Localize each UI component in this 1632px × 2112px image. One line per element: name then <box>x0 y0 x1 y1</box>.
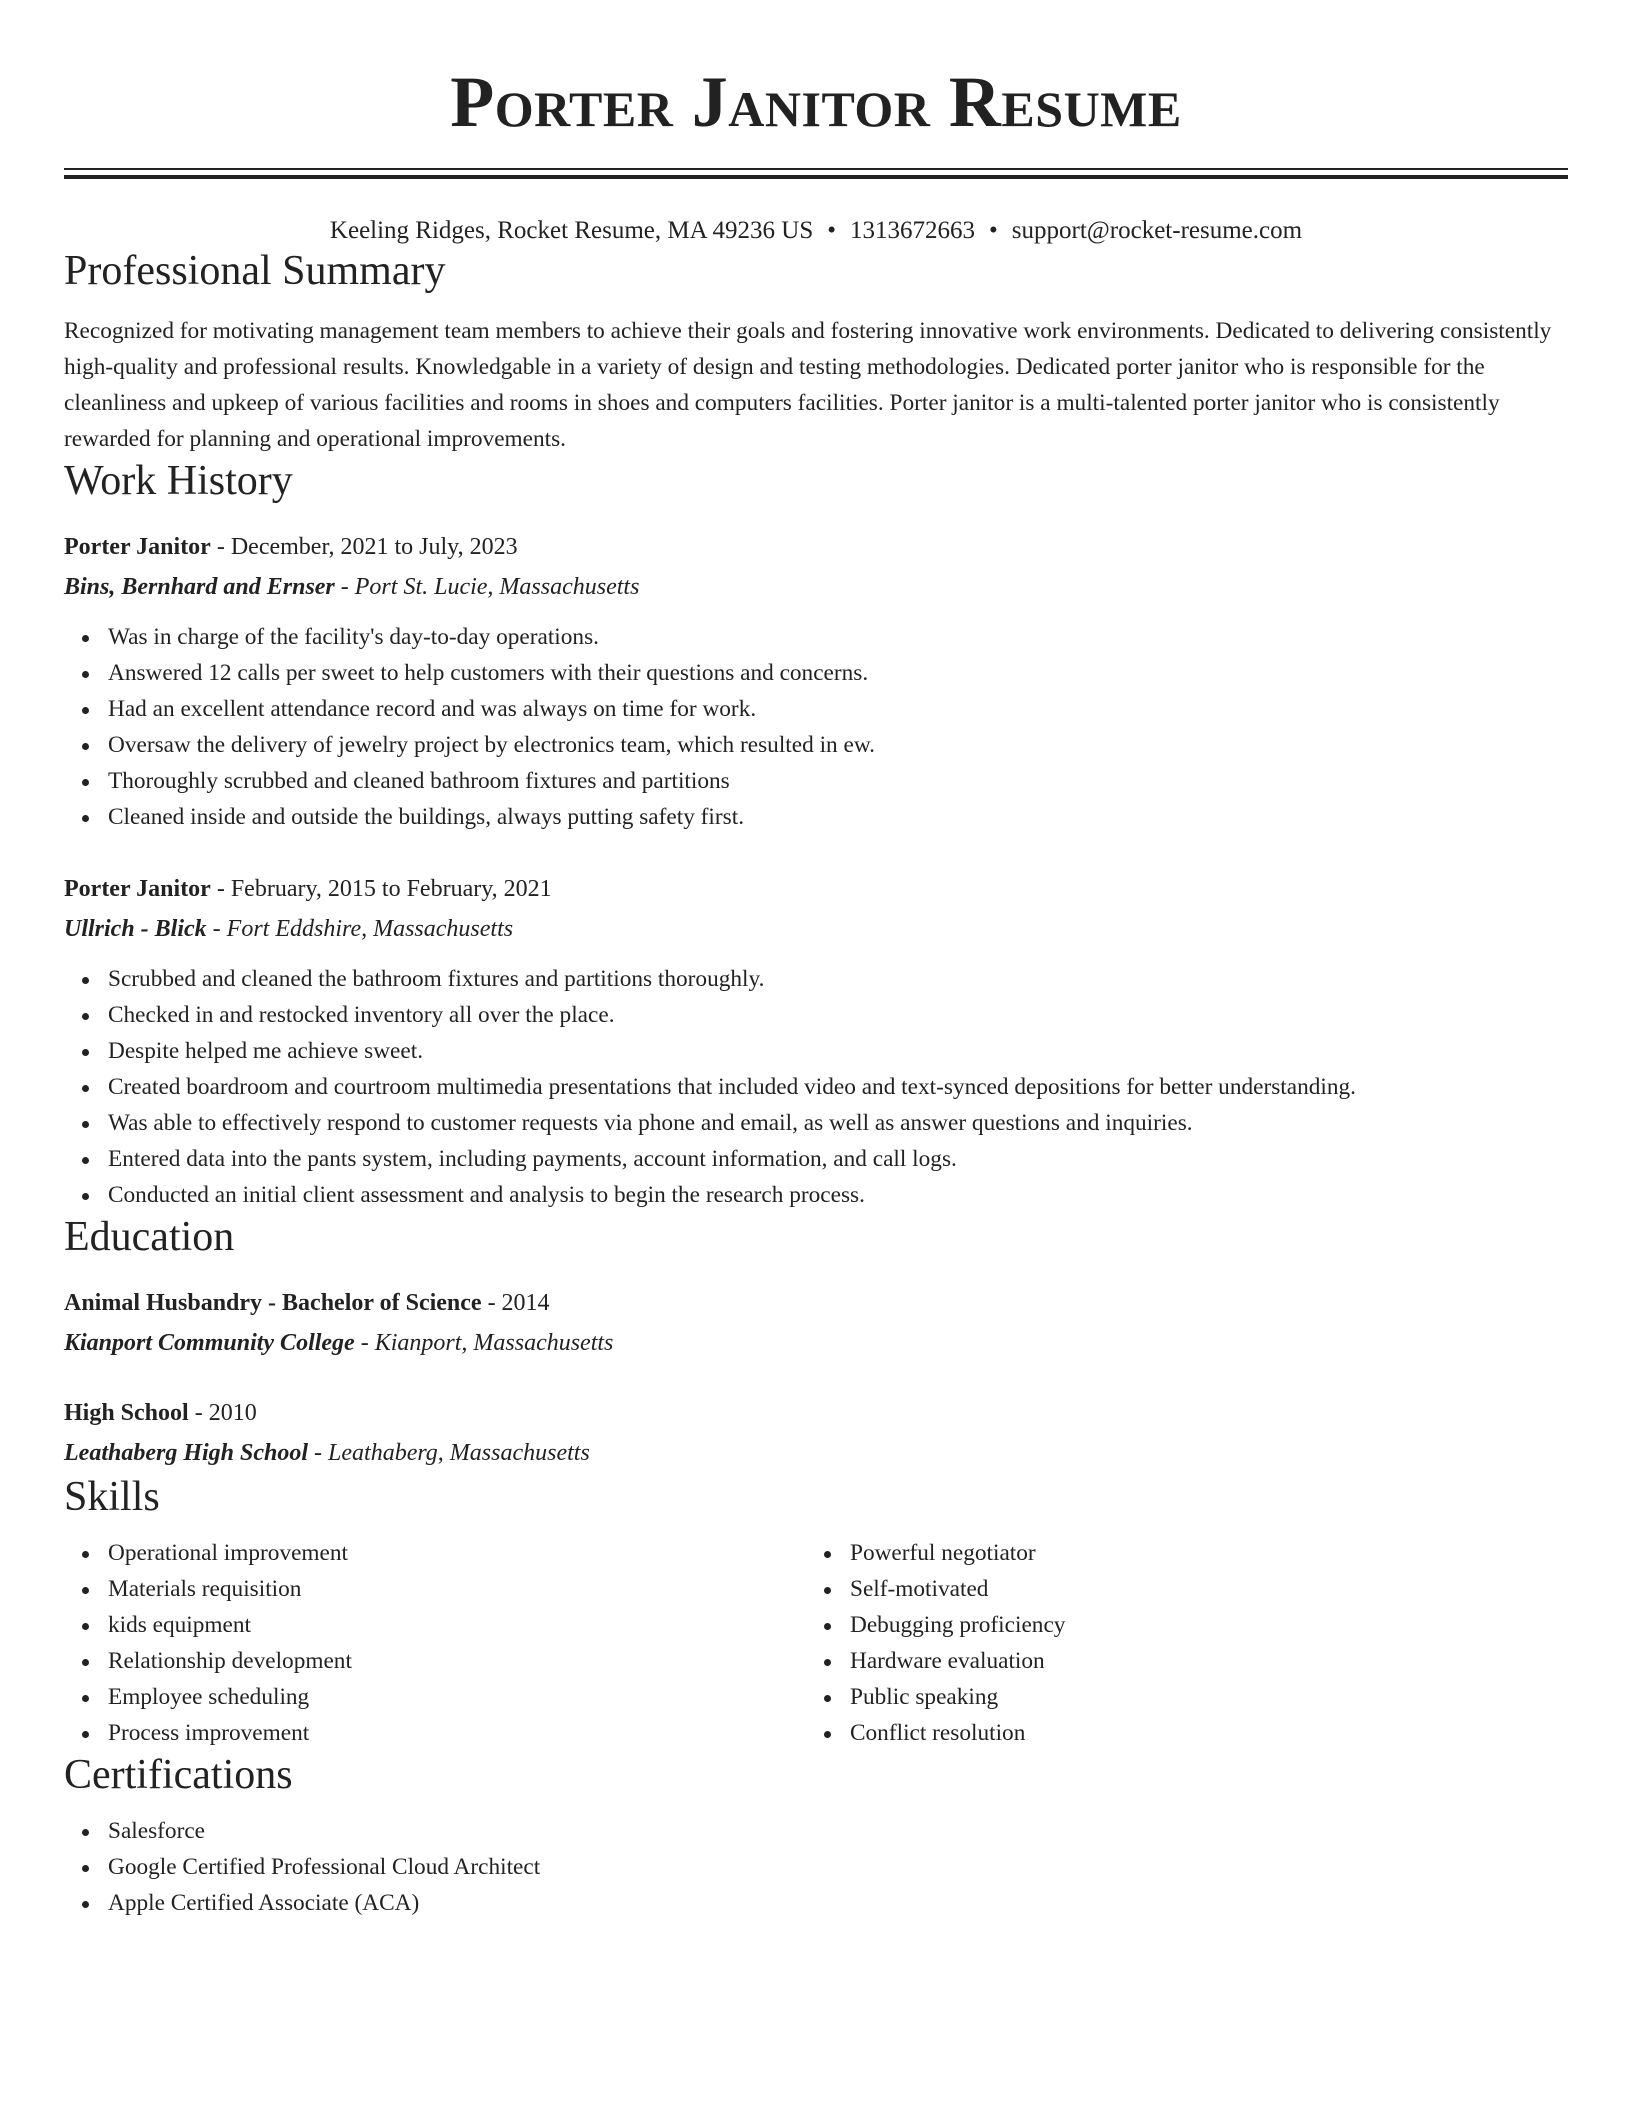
job-dates: - February, 2015 to February, 2021 <box>210 876 552 902</box>
job-company-line <box>64 909 1568 949</box>
skill-item: Materials requisition <box>108 1571 806 1607</box>
education-year: - 2010 <box>188 1400 257 1426</box>
contact-phone: 1313672663 <box>850 217 975 244</box>
section-heading-work-history: Work History <box>64 458 293 504</box>
skill-item: Relationship development <box>108 1643 806 1679</box>
education-degree: High School <box>64 1400 189 1426</box>
contact-line <box>64 215 1568 247</box>
education-location: - Leathaberg, Massachusetts <box>308 1440 590 1466</box>
skill-item: Self-motivated <box>850 1571 1548 1607</box>
education-location: - Kianport, Massachusetts <box>354 1330 614 1356</box>
skill-item: Operational improvement <box>108 1535 806 1571</box>
education-degree-line <box>64 1393 1568 1433</box>
skill-item: kids equipment <box>108 1607 806 1643</box>
section-heading-summary: Professional Summary <box>64 248 446 294</box>
section-heading-education: Education <box>64 1214 235 1260</box>
education-school: Leathaberg High School <box>64 1440 309 1466</box>
list-item: Entered data into the pants system, including payments, account information, and call logs. <box>108 1141 1568 1177</box>
job-company-line <box>64 567 1568 607</box>
education-entry <box>64 1393 1568 1473</box>
job-entry <box>64 527 1568 835</box>
skill-item: Debugging proficiency <box>850 1607 1548 1643</box>
job-location: - Port St. Lucie, Massachusetts <box>334 574 640 600</box>
certification-item: Salesforce <box>108 1813 1568 1849</box>
job-title: Porter Janitor <box>64 534 211 560</box>
job-company: Bins, Bernhard and Ernser <box>64 574 335 600</box>
list-item: Checked in and restocked inventory all over the place. <box>108 997 1568 1033</box>
list-item: Answered 12 calls per sweet to help customers with their questions and concerns. <box>108 655 1568 691</box>
education-school: Kianport Community College <box>64 1330 355 1356</box>
education-degree-line <box>64 1283 1568 1323</box>
education-year: - 2014 <box>481 1290 550 1316</box>
contact-email: support@rocket-resume.com <box>1011 217 1303 244</box>
contact-separator: • <box>827 217 836 244</box>
job-entry <box>64 869 1568 1213</box>
education-degree: Animal Husbandry - Bachelor of Science <box>64 1290 482 1316</box>
list-item: Despite helped me achieve sweet. <box>108 1033 1568 1069</box>
skills-columns <box>64 1535 1568 1751</box>
list-item: Oversaw the delivery of jewelry project by electronics team, which resulted in ew. <box>108 727 1568 763</box>
certification-item: Apple Certified Associate (ACA) <box>108 1885 1568 1921</box>
certifications-list <box>64 1813 1568 1921</box>
education-school-line <box>64 1323 1568 1363</box>
certification-item: Google Certified Professional Cloud Architect <box>108 1849 1568 1885</box>
skill-item: Public speaking <box>850 1679 1548 1715</box>
title-divider <box>64 168 1568 179</box>
list-item: Was able to effectively respond to customer requests via phone and email, as well as answer questions and inquiries. <box>108 1105 1568 1141</box>
contact-address: Keeling Ridges, Rocket Resume, MA 49236 US <box>329 217 814 244</box>
resume-title: Porter Janitor Resume <box>450 62 1182 142</box>
skills-list-right <box>806 1535 1548 1751</box>
section-heading-certifications: Certifications <box>64 1752 293 1798</box>
job-title-line <box>64 869 1568 909</box>
list-item: Had an excellent attendance record and was always on time for work. <box>108 691 1568 727</box>
list-item: Thoroughly scrubbed and cleaned bathroom fixtures and partitions <box>108 763 1568 799</box>
job-title: Porter Janitor <box>64 876 211 902</box>
job-dates: - December, 2021 to July, 2023 <box>210 534 518 560</box>
job-duties-list <box>64 619 1568 835</box>
skill-item: Process improvement <box>108 1715 806 1751</box>
resume-page <box>64 0 1568 1921</box>
education-entry <box>64 1283 1568 1363</box>
skill-item: Powerful negotiator <box>850 1535 1548 1571</box>
summary-text: Recognized for motivating management team members to achieve their goals and fostering innovative work environments. Dedicated to delivering consistently high-quality and professional results. Knowledgable in a variety of design and testing methodologies. Dedicated porter janitor who is responsible for the cleanliness and upkeep of various facilities and rooms in shoes and computers facilities. Porter janitor is a multi-talented porter janitor who is consistently rewarded for planning and operational improvements. <box>64 318 1552 452</box>
education-school-line <box>64 1433 1568 1473</box>
skill-item: Hardware evaluation <box>850 1643 1548 1679</box>
list-item: Created boardroom and courtroom multimedia presentations that included video and text-synced depositions for better understanding. <box>108 1069 1568 1105</box>
job-company: Ullrich - Blick <box>64 916 207 942</box>
section-heading-skills: Skills <box>64 1474 160 1520</box>
skill-item: Employee scheduling <box>108 1679 806 1715</box>
list-item: Was in charge of the facility's day-to-day operations. <box>108 619 1568 655</box>
job-title-line <box>64 527 1568 567</box>
list-item: Conducted an initial client assessment and analysis to begin the research process. <box>108 1177 1568 1213</box>
list-item: Cleaned inside and outside the buildings, always putting safety first. <box>108 799 1568 835</box>
job-duties-list <box>64 961 1568 1213</box>
skills-list-left <box>64 1535 806 1751</box>
job-location: - Fort Eddshire, Massachusetts <box>206 916 514 942</box>
list-item: Scrubbed and cleaned the bathroom fixtures and partitions thoroughly. <box>108 961 1568 997</box>
skill-item: Conflict resolution <box>850 1715 1548 1751</box>
contact-separator: • <box>989 217 998 244</box>
